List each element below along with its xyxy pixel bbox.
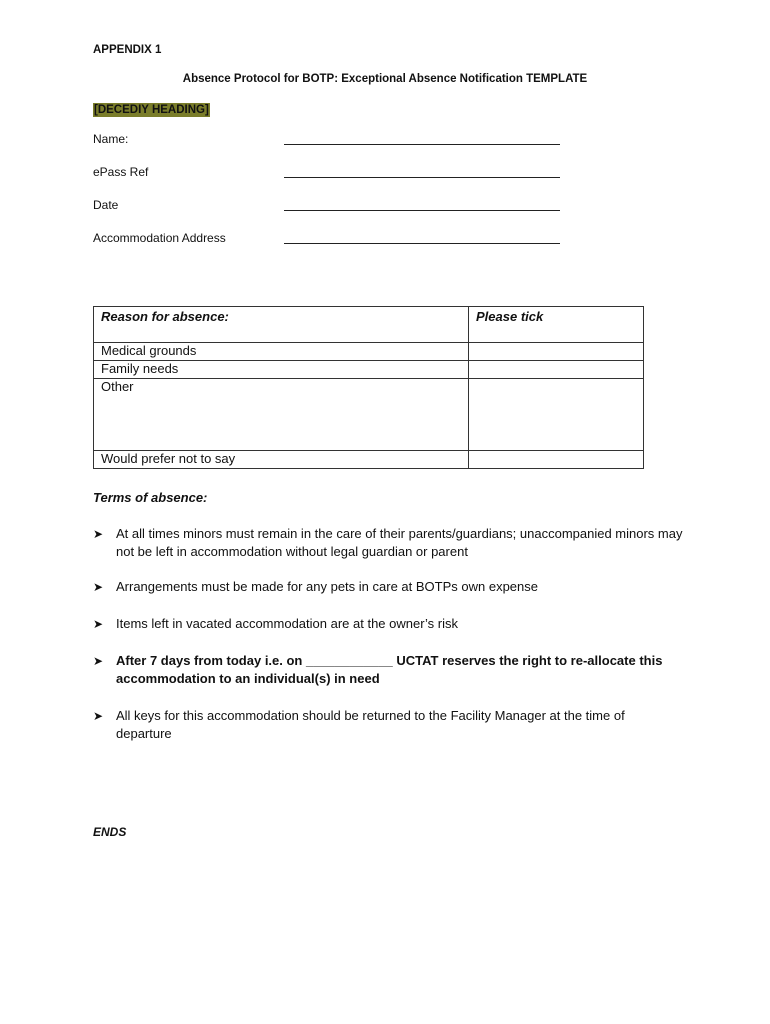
bullet-text: After 7 days from today i.e. on ____________ UCTAT reserves the right to re-allocate this accommodation to an individual(s) in need <box>116 653 663 686</box>
table-row <box>94 379 644 451</box>
table-row <box>94 451 644 469</box>
table-row <box>94 361 644 379</box>
list-item <box>93 652 683 688</box>
epass-ref-label: ePass Ref <box>93 165 149 179</box>
list-item <box>93 615 683 633</box>
ends-label: ENDS <box>93 825 127 839</box>
tick-cell-other[interactable] <box>469 379 644 451</box>
arrow-bullet-icon: ➤ <box>93 617 104 631</box>
arrow-bullet-icon: ➤ <box>93 527 104 541</box>
accommodation-address-label: Accommodation Address <box>93 231 226 245</box>
highlighted-heading: [DECEDIY HEADING] <box>94 104 209 116</box>
name-label: Name: <box>93 132 129 146</box>
arrow-bullet-icon: ➤ <box>93 580 104 594</box>
reason-family-needs: Family needs <box>101 361 179 376</box>
reason-table <box>93 306 644 469</box>
epass-ref-field-line[interactable] <box>284 177 560 178</box>
tick-cell-prefer-not-to-say[interactable] <box>469 451 644 469</box>
bullet-text: All keys for this accommodation should be returned to the Facility Manager at the time of departure <box>116 708 625 741</box>
bullet-text: At all times minors must remain in the care of their parents/guardians; unaccompanied minors may not be left in accommodation without legal guardian or parent <box>116 526 683 559</box>
reason-header: Reason for absence: <box>101 309 229 324</box>
reason-medical-grounds: Medical grounds <box>101 343 197 358</box>
tick-cell-medical-grounds[interactable] <box>469 343 644 361</box>
date-label: Date <box>93 198 119 212</box>
reason-other: Other <box>101 379 134 394</box>
list-item <box>93 707 683 743</box>
table-row <box>94 343 644 361</box>
reason-prefer-not-to-say: Would prefer not to say <box>101 451 236 466</box>
accommodation-address-field-line[interactable] <box>284 243 560 244</box>
tick-header: Please tick <box>476 309 544 324</box>
appendix-label: APPENDIX 1 <box>93 44 162 56</box>
arrow-bullet-icon: ➤ <box>93 709 104 723</box>
name-field-line[interactable] <box>284 144 560 145</box>
table-header-row <box>94 307 644 343</box>
bullet-text: Items left in vacated accommodation are at the owner’s risk <box>116 616 459 631</box>
date-field-line[interactable] <box>284 210 560 211</box>
tick-cell-family-needs[interactable] <box>469 361 644 379</box>
terms-heading: Terms of absence: <box>93 490 208 505</box>
list-item <box>93 578 683 596</box>
arrow-bullet-icon: ➤ <box>93 654 104 668</box>
document-title: Absence Protocol for BOTP: Exceptional Absence Notification TEMPLATE <box>182 73 588 85</box>
bullet-text: Arrangements must be made for any pets in care at BOTPs own expense <box>116 579 538 594</box>
list-item <box>93 525 683 561</box>
